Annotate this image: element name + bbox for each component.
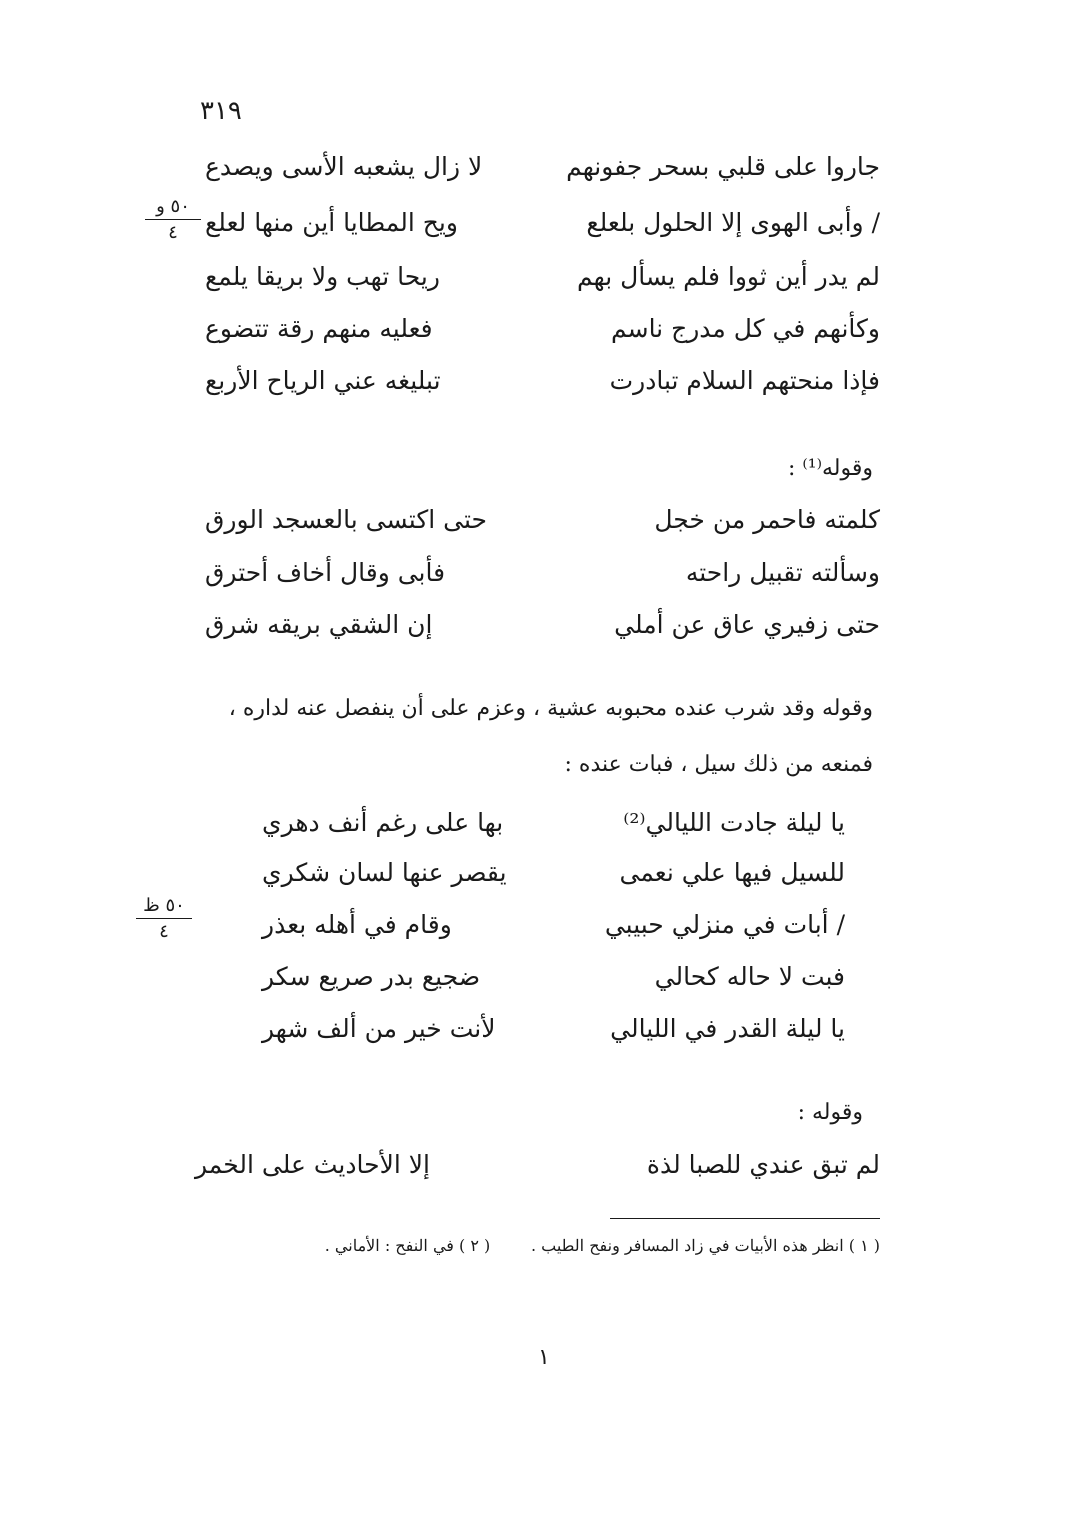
folio-marker-number: ٥٠ ظ	[136, 895, 192, 919]
verse-line	[262, 808, 845, 837]
verse-second-hemistich: ويح المطايا أين منها لعلع	[205, 208, 458, 237]
verse-first-hemistich: جاروا على قلبي بسحر جفونهم	[566, 152, 880, 181]
verse-first-hemistich: لم يدر أين ثووا فلم يسأل بهم	[577, 262, 880, 291]
folio-marker	[145, 196, 201, 243]
signature-mark: ١	[538, 1345, 550, 1370]
poem-intro: وقوله وقد شرب عنده محبوبه عشية ، وعزم على أن ينفصل عنه لداره ،	[228, 696, 873, 721]
verse-first-hemistich: يا ليلة جادت الليالي⁽²⁾	[623, 808, 845, 837]
footnote-rule	[610, 1218, 880, 1219]
verse-line	[262, 910, 845, 939]
verse-line	[195, 1150, 880, 1179]
verse-second-hemistich: حتى اكتسى بالعسجد الورق	[205, 505, 487, 534]
footnote-spacer	[495, 1236, 526, 1255]
folio-marker	[136, 895, 192, 942]
verse-first-hemistich: وكأنهم في كل مدرج ناسم	[610, 314, 880, 343]
verse-second-hemistich: فعليه منهم رقة تتضوع	[205, 314, 433, 343]
verse-line	[205, 314, 880, 343]
verse-line	[205, 152, 880, 181]
folio-marker-quire: ٤	[168, 222, 178, 243]
verse-line	[262, 858, 845, 887]
verse-line	[262, 1014, 845, 1043]
verse-second-hemistich: فأبى وقال أخاف أحترق	[205, 558, 446, 587]
verse-line	[262, 962, 845, 991]
poem-intro: وقوله⁽¹⁾ :	[787, 456, 873, 481]
verse-first-hemistich: لم تبق عندي للصبا لذة	[646, 1150, 880, 1179]
poem-intro: وقوله :	[797, 1100, 863, 1125]
verse-second-hemistich: تبليغه عني الرياح الأربع	[205, 366, 441, 395]
verse-first-hemistich: حتى زفيري عاق عن أملي	[614, 610, 880, 639]
folio-marker-quire: ٤	[159, 921, 169, 942]
footnotes	[200, 1236, 880, 1255]
verse-first-hemistich: وسألته تقبيل راحته	[685, 558, 880, 587]
folio-marker-number: ٥٠ و	[145, 196, 201, 220]
verse-second-hemistich: يقصر عنها لسان شكري	[262, 858, 507, 887]
verse-first-hemistich: كلمته فاحمر من خجل	[654, 505, 880, 534]
verse-line	[205, 505, 880, 534]
verse-line	[205, 558, 880, 587]
verse-second-hemistich: إلا الأحاديث على الخمر	[195, 1150, 430, 1179]
verse-line	[205, 610, 880, 639]
verse-first-hemistich: فإذا منحتهم السلام تبادرت	[609, 366, 880, 395]
page-number: ٣١٩	[200, 96, 242, 126]
verse-second-hemistich: ضجيع بدر صريع سكر	[262, 962, 481, 991]
verse-second-hemistich: لا زال يشعبه الأسى ويصدع	[205, 152, 483, 181]
verse-second-hemistich: لأنت خير من ألف شهر	[262, 1014, 496, 1043]
verse-first-hemistich: للسيل فيها علي نعمى	[619, 858, 845, 887]
verse-second-hemistich: إن الشقي بريقه شرق	[205, 610, 433, 639]
poem-intro: فمنعه من ذلك سيل ، فبات عنده :	[564, 752, 873, 777]
verse-first-hemistich: / أبات في منزلي حبيبي	[604, 910, 845, 939]
verse-line	[205, 366, 880, 395]
verse-first-hemistich: / وأبى الهوى إلا الحلول بلعلع	[586, 208, 880, 237]
verse-second-hemistich: ريحا تهب ولا بريقا يلمع	[205, 262, 440, 291]
footnote-1: ( ١ ) انظر هذه الأبيات في زاد المسافر ونفح الطيب .	[530, 1236, 880, 1255]
verse-second-hemistich: وقام في أهله بعذر	[262, 910, 452, 939]
verse-first-hemistich: فبت لا حاله كحالي	[654, 962, 845, 991]
verse-line	[205, 208, 880, 237]
verse-line	[205, 262, 880, 291]
verse-second-hemistich: بها على رغم أنف دهري	[262, 808, 504, 837]
verse-first-hemistich: يا ليلة القدر في الليالي	[610, 1014, 845, 1043]
footnote-2: ( ٢ ) في النفح : الأماني .	[324, 1236, 491, 1255]
